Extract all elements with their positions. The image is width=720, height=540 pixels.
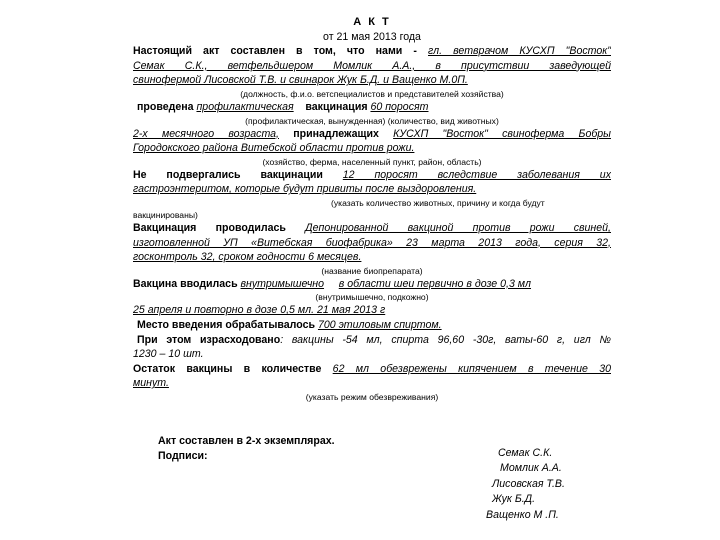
belong-age: 2-х месячного возраста, xyxy=(133,127,279,140)
remainder-value: 62 мл обезврежены кипячением в течение 30 xyxy=(332,362,611,375)
not-vacc-line-2: гастроэнтеритом, которые будут привиты после выздоровления. xyxy=(133,183,477,196)
treated-line xyxy=(133,318,611,333)
conducted-lead: Вакцинация проводилась xyxy=(133,221,306,234)
p1-line-3: свинофермой Лисовской Т.В. и свинарок Жук Б.Д. и Ващенко М.0П. xyxy=(133,74,468,87)
signature-list xyxy=(486,446,565,523)
document-footer xyxy=(158,434,598,521)
copies-note: Акт составлен в 2-х экземплярах. xyxy=(158,435,335,447)
injected-site: в области шеи первично в дозе 0,3 мл xyxy=(338,277,532,290)
hint-farm: (хозяйство, ферма, населенный пункт, район, область) xyxy=(262,156,482,167)
belong-line-1 xyxy=(133,127,611,142)
remainder-line-1 xyxy=(133,362,611,377)
vacc-type-suffix: вакцинация xyxy=(305,100,371,113)
p1-line-2: Семак С.К., ветфельдшером Момлик А.А., в присутствии заведующей xyxy=(133,59,611,72)
conducted-value: Депонированной вакциной против рожи свиней, xyxy=(305,221,611,234)
remainder-line-2: минут. xyxy=(133,377,169,390)
document-date: от 21 мая 2013 года xyxy=(323,30,421,43)
signature-name: Семак С.К. xyxy=(498,447,553,459)
vacc-type-prefix: проведена xyxy=(137,100,197,113)
hint-not-vacc-b: вакцинированы) xyxy=(133,209,198,220)
remainder-lead: Остаток вакцины в количестве xyxy=(133,362,333,375)
consumed-lead: При этом израсходовано xyxy=(137,333,281,346)
treated-lead: Место введения обрабатывалось xyxy=(137,318,318,331)
vacc-type-value: профилактическая xyxy=(196,100,294,113)
belong-mid: принадлежащих xyxy=(279,127,394,140)
p1-line-1 xyxy=(133,44,611,59)
signature-name: Лисовская Т.В. xyxy=(492,477,565,490)
not-vacc-lead: Не подвергались вакцинации xyxy=(133,168,343,181)
injected-method: внутримышечно xyxy=(240,277,325,290)
vacc-type-count: 60 поросят xyxy=(370,100,429,113)
injected-lead: Вакцина вводилась xyxy=(133,277,241,290)
p1-fill: гл. ветврачом КУСХП "Восток" xyxy=(428,45,611,58)
injected-line xyxy=(133,277,611,292)
repeat-line: 25 апреля и повторно в дозе 0,5 мл. 21 мая 2013 г xyxy=(133,304,386,317)
conducted-line-1 xyxy=(133,221,611,236)
consumed-line-2: 1230 – 10 шт. xyxy=(133,348,204,361)
consumed-value: : вакцины -54 мл, спирта 96,60 -30г, ваты-60 г, игл № xyxy=(280,333,611,346)
belong-farm: КУСХП "Восток" свиноферма Бобры xyxy=(393,127,611,140)
hint-biopreparation: (название биопрепарата) xyxy=(321,265,423,276)
hint-injection: (внутримышечно, подкожно) xyxy=(315,292,429,303)
belong-line-2: Городокского района Витебской области против рожи. xyxy=(133,142,415,155)
document-title: А К Т xyxy=(353,16,391,28)
conducted-line-2: изготовленной УП «Витебская биофабрика» 23 марта 2013 года, серия 32, xyxy=(133,236,611,249)
signatures-label: Подписи: xyxy=(158,449,208,462)
consumed-line-1 xyxy=(133,333,611,348)
act-document xyxy=(133,15,611,403)
treated-value: 700 этиловым спиртом. xyxy=(317,318,442,331)
signature-name: Момлик А.А. xyxy=(500,462,562,475)
signature-name: Жук Б.Д. xyxy=(492,493,536,506)
hint-neutralization: (указать режим обезвреживания) xyxy=(305,391,439,402)
conducted-line-3: госконтроль 32, сроком годности 6 месяцев. xyxy=(133,251,362,264)
signature-name: Ващенко М .П. xyxy=(486,508,559,521)
not-vacc-line-1 xyxy=(133,168,611,183)
not-vacc-value: 12 поросят вследствие заболевания их xyxy=(342,168,611,181)
hint-not-vacc-a: (указать количество животных, причину и когда будут xyxy=(331,197,545,208)
hint-vacc-type: (профилактическая, вынужденная) (количество, вид животных) xyxy=(245,115,499,126)
p1-lead: Настоящий акт составлен в том, что нами - xyxy=(133,45,429,58)
hint-officials: (должность, ф.и.о. ветспециалистов и представителей хозяйства) xyxy=(240,88,504,99)
vacc-type-line xyxy=(133,100,611,115)
